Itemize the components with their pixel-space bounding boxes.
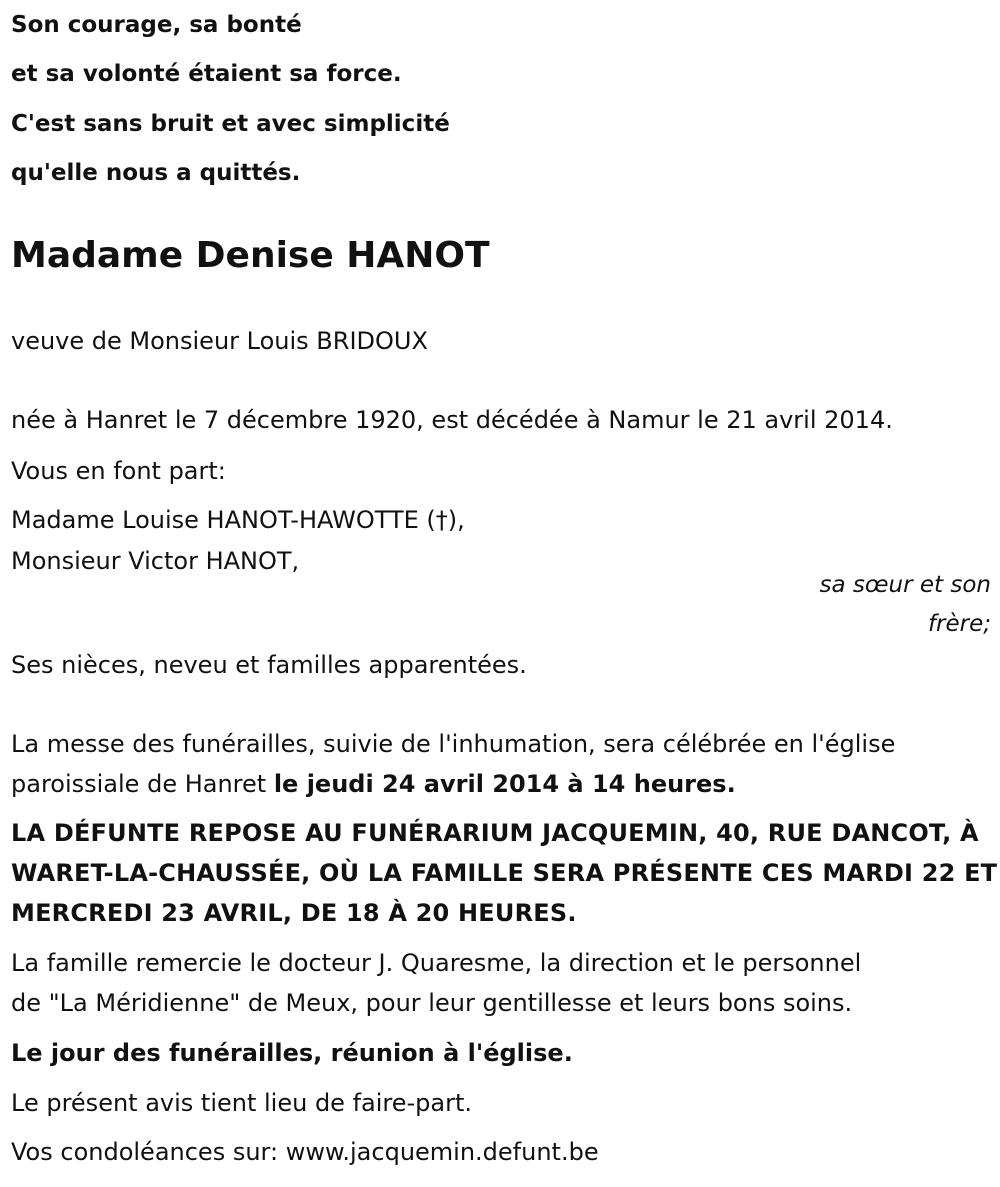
relation-line-2: frère;	[927, 611, 991, 637]
spouse-line: veuve de Monsieur Louis BRIDOUX	[11, 327, 428, 355]
relation-line-1: sa sœur et son	[819, 572, 991, 598]
thanks-line-2: de "La Méridienne" de Meux, pour leur gentillesse et leurs bons soins.	[11, 989, 853, 1017]
meeting-line: Le jour des funérailles, réunion à l'église.	[11, 1039, 573, 1067]
family-member-2: Monsieur Victor HANOT,	[11, 547, 300, 575]
birth-death-line: née à Hanret le 7 décembre 1920, est décédée à Namur le 21 avril 2014.	[11, 406, 893, 434]
repose-line-3: MERCREDI 23 AVRIL, DE 18 À 20 HEURES.	[11, 899, 577, 927]
poem-line-4: qu'elle nous a quittés.	[11, 160, 301, 186]
repose-line-2: WARET-LA-CHAUSSÉE, OÙ LA FAMILLE SERA PRÉSENTE CES MARDI 22 ET	[11, 859, 998, 887]
mass-line-2	[11, 769, 736, 799]
mass-location: paroissiale de Hanret	[11, 770, 274, 798]
poem-line-2: et sa volonté étaient sa force.	[11, 61, 402, 87]
mass-line-1: La messe des funérailles, suivie de l'inhumation, sera célébrée en l'église	[11, 730, 896, 758]
family-member-1: Madame Louise HANOT-HAWOTTE (†),	[11, 506, 465, 534]
deceased-name: Madame Denise HANOT	[11, 235, 490, 276]
condolences-line: Vos condoléances sur: www.jacquemin.defunt.be	[11, 1138, 599, 1166]
poem-line-3: C'est sans bruit et avec simplicité	[11, 111, 450, 137]
thanks-line-1: La famille remercie le docteur J. Quaresme, la direction et le personnel	[11, 949, 862, 977]
poem-line-1: Son courage, sa bonté	[11, 12, 302, 38]
family-intro: Vous en font part:	[11, 457, 226, 485]
mass-date: le jeudi 24 avril 2014 à 14 heures.	[273, 770, 736, 798]
repose-line-1: LA DÉFUNTE REPOSE AU FUNÉRARIUM JACQUEMIN, 40, RUE DANCOT, À	[11, 819, 979, 847]
notice-line: Le présent avis tient lieu de faire-part.	[11, 1089, 473, 1117]
family-others: Ses nièces, neveu et familles apparentées.	[11, 651, 527, 679]
